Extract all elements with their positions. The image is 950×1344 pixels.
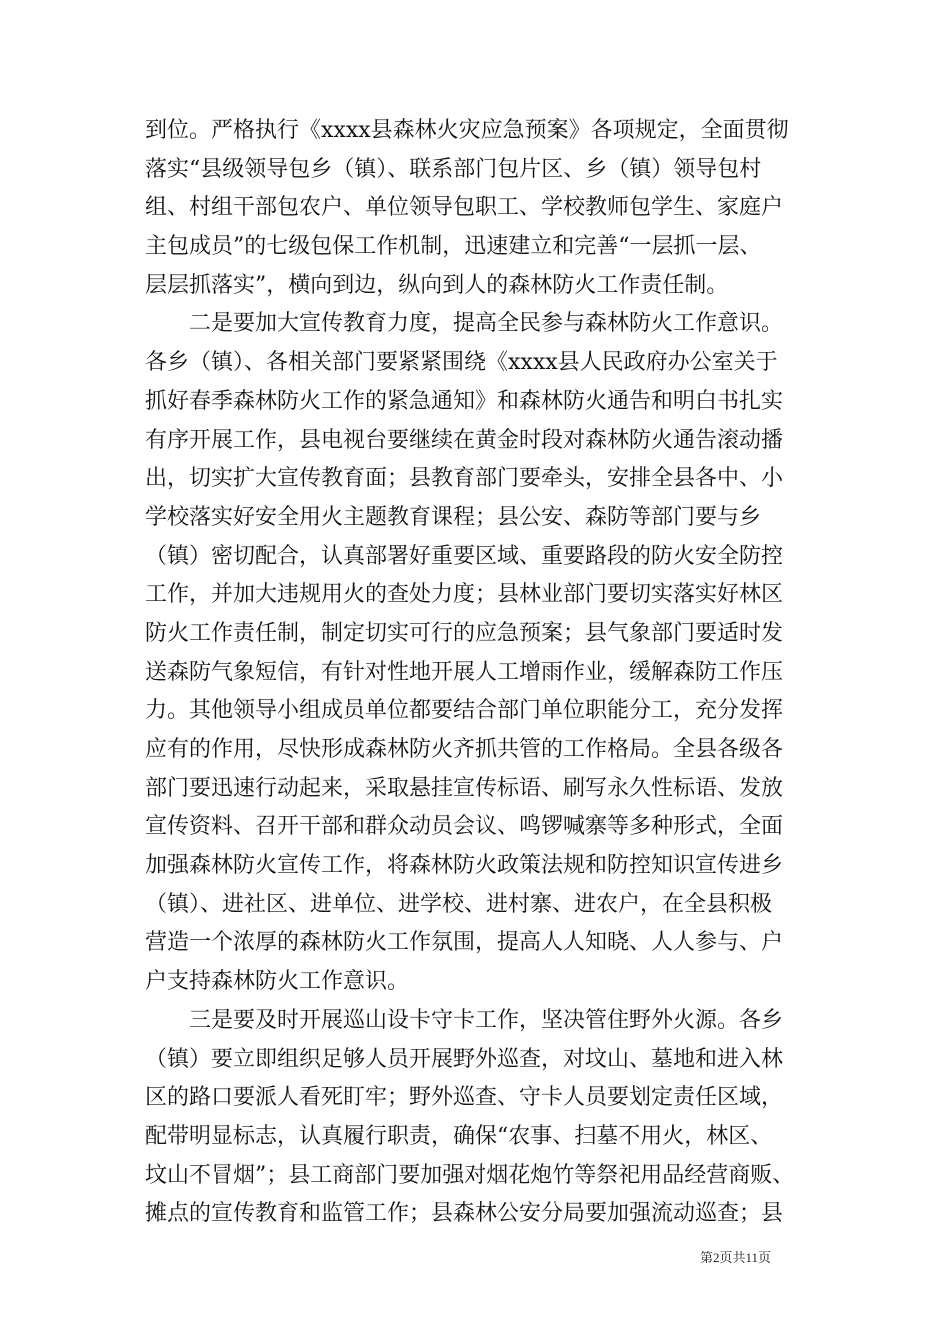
text-line: 应有的作用，尽快形成森林防火齐抓共管的工作格局。全县各级各 bbox=[145, 737, 784, 762]
text-line: 送森防气象短信，有针对性地开展人工增雨作业，缓解森防工作压 bbox=[145, 659, 784, 685]
text-line: 工作，并加大违规用火的查处力度；县林业部门要切实落实好林区 bbox=[145, 582, 784, 608]
text-line: 配带明显标志，认真履行职责，确保“农事、扫墓不用火，林区、 bbox=[145, 1123, 773, 1149]
text-line: （镇）、进社区、进单位、进学校、进村寨、进农户，在全县积极 bbox=[145, 891, 773, 917]
text-line: 层层抓落实”，横向到边，纵向到人的森林防火工作责任制。 bbox=[145, 272, 729, 298]
text-line: 有序开展工作，县电视台要继续在黄金时段对森林防火通告滚动播 bbox=[145, 427, 784, 453]
text-line: （镇）密切配合，认真部署好重要区域、重要路段的防火安全防控 bbox=[145, 543, 784, 569]
text-line: 加强森林防火宣传工作，将森林防火政策法规和防控知识宣传进乡 bbox=[145, 853, 784, 879]
text-line: 落实“县级领导包乡（镇）、联系部门包片区、乡（镇）领导包村 bbox=[145, 156, 762, 182]
text-line: 力。其他领导小组成员单位都要结合部门单位职能分工，充分发挥 bbox=[145, 698, 784, 724]
text-line: 营造一个浓厚的森林防火工作氛围，提高人人知晓、人人参与、户 bbox=[145, 930, 784, 956]
paragraph-start-line: 三是要及时开展巡山设卡守卡工作，坚决管住野外火源。各乡 bbox=[189, 1007, 784, 1033]
page-number: 第2页共11页 bbox=[700, 1250, 772, 1265]
text-line: 抓好春季森林防火工作的紧急通知》和森林防火通告和明白书扎实 bbox=[145, 388, 784, 414]
text-line: （镇）要立即组织足够人员开展野外巡查，对坟山、墓地和进入林 bbox=[145, 1046, 784, 1072]
text-line: 到位。严格执行《xxxx县森林火灾应急预案》各项规定，全面贯彻 bbox=[145, 118, 789, 143]
text-line: 学校落实好安全用火主题教育课程；县公安、森防等部门要与乡 bbox=[145, 504, 762, 530]
text-line: 防火工作责任制，制定切实可行的应急预案；县气象部门要适时发 bbox=[145, 620, 784, 646]
text-line: 组、村组干部包农户、单位领导包职工、学校教师包学生、家庭户 bbox=[145, 195, 784, 221]
text-line: 各乡（镇）、各相关部门要紧紧围绕《xxxx县人民政府办公室关于 bbox=[145, 350, 778, 376]
paragraph-start-line: 二是要加大宣传教育力度，提高全民参与森林防火工作意识。 bbox=[189, 311, 784, 337]
text-line: 摊点的宣传教育和监管工作；县森林公安分局要加强流动巡查；县 bbox=[145, 1201, 784, 1227]
text-line: 宣传资料、召开干部和群众动员会议、鸣锣喊寨等多种形式，全面 bbox=[145, 814, 784, 840]
text-line: 部门要迅速行动起来，采取悬挂宣传标语、刷写永久性标语、发放 bbox=[145, 775, 784, 801]
text-line: 出，切实扩大宣传教育面；县教育部门要牵头，安排全县各中、小 bbox=[145, 466, 784, 492]
text-line: 坟山不冒烟”；县工商部门要加强对烟花炮竹等祭祀用品经营商贩、 bbox=[145, 1162, 795, 1188]
document-body bbox=[145, 112, 805, 1234]
text-line: 区的路口要派人看死盯牢；野外巡查、守卡人员要划定责任区域， bbox=[145, 1085, 784, 1111]
text-line: 主包成员”的七级包保工作机制，迅速建立和完善“一层抓一层、 bbox=[145, 234, 762, 260]
text-line: 户支持森林防火工作意识。 bbox=[145, 969, 410, 995]
